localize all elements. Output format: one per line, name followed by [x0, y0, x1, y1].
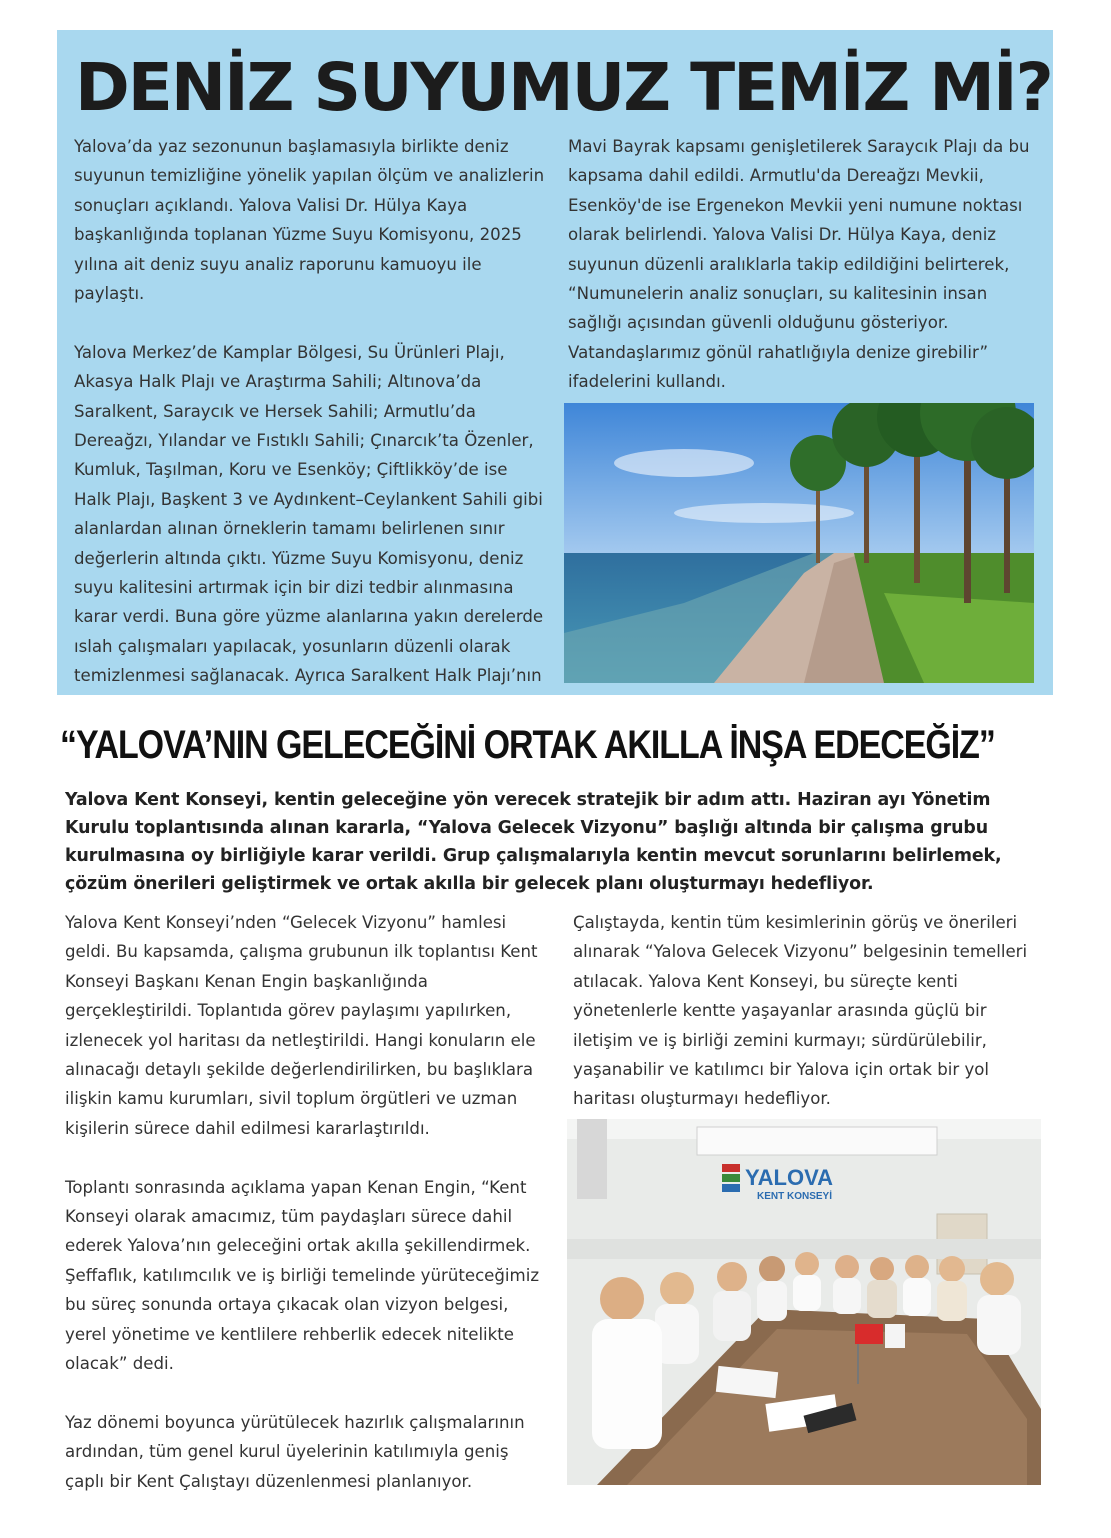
- article1-paragraph: Mavi Bayrak kapsamı genişletilerek Saraycık Plajı da bu kapsama dahil edildi. Armutlu'da Dereağzı Mevkii, Esenköy'de ise Ergenekon Mevkii yeni numune noktası olarak belirlendi. Yalova Valisi Dr. Hülya Kaya, deniz suyunun düzenli aralıklarla takip edildiğini belirterek, “Numunelerin analiz sonuçları, su kalitesinin insan sağlığı açısından güvenli olduğunu gösteriyor. Vatandaşlarımız gönül rahatlığıyla denize girebilir” ifadelerini kullandı.: [568, 137, 1030, 392]
- article2-headline: “YALOVA’NIN GELECEĞİNİ ORTAK AKILLA İNŞA EDECEĞİZ”: [60, 723, 995, 767]
- article1-paragraph: Yalova Merkez’de Kamplar Bölgesi, Su Ürünleri Plajı, Akasya Halk Plajı ve Araştırma Sahili; Altınova’da Saralkent, Saraycık ve Hersek Sahili; Armutlu’da Dereağzı, Yılandar ve Fıstıklı Sahili; Çınarcık’ta Özenler, Kumluk, Taşılman, Koru ve Esenköy; Çiftlikköy’de ise Halk Plajı, Başkent 3 ve Aydınkent–Ceylankent Sahili gibi alanlardan alınan örneklerin tamamı belirlenen sınır değerlerin altında çıktı. Yüzme Suyu Komisyonu, deniz suyu kalitesini artırmak için bir dizi tedbir alınmasına karar verdi. Buna göre yüzme alanlarına yakın derelerde ıslah çalışmaları yapılacak, yosunların düzenli olarak temizlenmesi sağlanacak. Ayrıca Saralkent Halk Plajı’nın: [74, 342, 544, 686]
- article1-column-right: [568, 132, 1038, 397]
- seaside-promenade-photo: [564, 403, 1034, 683]
- article1-headline: DENİZ SUYUMUZ TEMİZ Mİ?: [75, 49, 1052, 126]
- article2-paragraph: Yaz dönemi boyunca yürütülecek hazırlık çalışmalarının ardından, tüm genel kurul üyelerinin katılımıyla geniş çaplı bir Kent Çalıştayı düzenlenmesi planlanıyor.: [65, 1412, 525, 1491]
- article1-column-left: [74, 132, 549, 691]
- article2-column-left: [65, 908, 545, 1496]
- meeting-photo: [567, 1119, 1041, 1485]
- article2-paragraph: Yalova Kent Konseyi’nden “Gelecek Vizyonu” hamlesi geldi. Bu kapsamda, çalışma grubunun ilk toplantısı Kent Konseyi Başkanı Kenan Engin başkanlığında gerçekleştirildi. Toplantıda görev paylaşımı yapılırken, izlenecek yol haritası da netleştirildi. Hangi konuların ele alınacağı detaylı şekilde değerlendirilirken, bu başlıklara ilişkin kamu kurumları, sivil toplum örgütleri ve uzman kişilerin sürece dahil edilmesi kararlaştırıldı.: [65, 913, 538, 1138]
- article2-paragraph: Çalıştayda, kentin tüm kesimlerinin görüş ve önerileri alınarak “Yalova Gelecek Vizyonu” belgesinin temelleri atılacak. Yalova Kent Konseyi, bu süreçte kenti yönetenlerle kentte yaşayanlar arasında güçlü bir iletişim ve iş birliği zemini kurmayı; sürdürülebilir, yaşanabilir ve katılımcı bir Yalova için ortak bir yol haritası oluşturmayı hedefliyor.: [573, 913, 1028, 1109]
- logo-subtitle: KENT KONSEYİ: [757, 1191, 833, 1202]
- logo-wordmark: YALOVA: [745, 1165, 834, 1190]
- article2-lead: Yalova Kent Konseyi, kentin geleceğine yön verecek stratejik bir adım attı. Haziran ayı Yönetim Kurulu toplantısında alınan kararla, “Yalova Gelecek Vizyonu” başlığı altında bir çalışma grubu kurulmasına oy birliğiyle karar verildi. Grup çalışmalarıyla kentin mevcut sorunlarını belirlemek, çözüm önerileri geliştirmek ve ortak akılla bir gelecek planı oluşturmayı hedefliyor.: [65, 790, 1002, 894]
- article2-paragraph: Toplantı sonrasında açıklama yapan Kenan Engin, “Kent Konseyi olarak amacımız, tüm paydaşları sürece dahil ederek Yalova’nın geleceğini ortak akılla şekillendirmek. Şeffaflık, katılımcılık ve iş birliği temelinde yürüteceğimiz bu süreç sonunda ortaya çıkacak olan vizyon belgesi, yerel yönetime ve kentlilere rehberlik edecek nitelikte olacak” dedi.: [65, 1177, 540, 1374]
- article1-paragraph: Yalova’da yaz sezonunun başlamasıyla birlikte deniz suyunun temizliğine yönelik yapılan ölçüm ve analizlerin sonuçları açıklandı. Yalova Valisi Dr. Hülya Kaya başkanlığında toplanan Yüzme Suyu Komisyonu, 2025 yılına ait deniz suyu analiz raporunu kamuoyu ile paylaştı.: [74, 137, 545, 304]
- article2-column-right: [573, 908, 1043, 1114]
